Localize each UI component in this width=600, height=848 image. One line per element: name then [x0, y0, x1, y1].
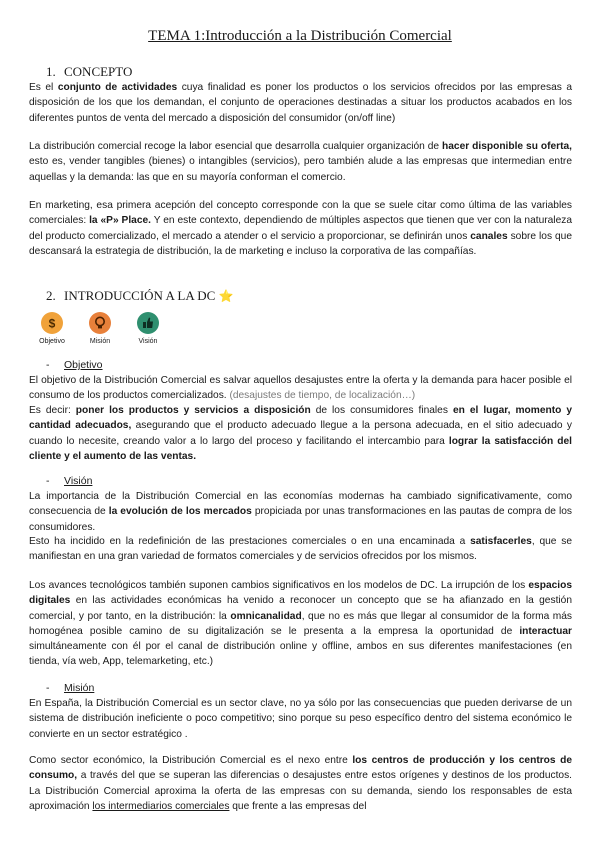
paragraph-mision-2: Como sector económico, la Distribución Comercial es el nexo entre los centros de producción y los centros de consumo, a través del que se superan las diferencias o desajustes entre estos orígenes y destinos de los productos. La Distribución Comercial aproxima la oferta de las empresas con su demanda, siendo los responsables de esta aproximación los intermediarios comerciales que frente a las empresas del	[29, 755, 572, 812]
icon-label: Objetivo	[39, 338, 65, 345]
dollar-icon	[41, 312, 63, 334]
document-title: TEMA 1:Introducción a la Distribución Comercial	[148, 28, 452, 44]
paragraph-objetivo-1: El objetivo de la Distribución Comercial es salvar aquellos desajustes entre la oferta y la demanda para hacer posible el consumo de los productos comercializados. (desajustes de tiempo, de localización…)	[29, 375, 572, 402]
paragraph-vision-3: Los avances tecnológicos también suponen cambios significativos en los modelos de DC. La irrupción de los espacios digitales en las actividades económicas ha venido a reconocer un concepto que se ha afianzado en la gestión comercial, y por tanto, en la distribución: la omnicanalidad, que no es más que llegar al consumidor de la forma más homogénea posible camino de su digitalización se le presenta a la empresa la oportunidad de interactuar simultáneamente con él por el canal de distribución online y offline, ambos en sus diferentes manifestaciones (en tienda, vía web, App, telemarketing, etc.)	[29, 580, 573, 668]
paragraph-concepto-3: En marketing, esa primera acepción del concepto corresponde con la que se suele citar como última de las variables comerciales: la «P» Place. Y en este contexto, dependiendo de múltiples aspectos que tienen que ver con la naturaleza del producto comercializado, el mercado a atender o el servicio a proporcionar, se definirán unos canales sobre los que descansará la estrategia de distribución, la de marketing e incluso la corporativa de las compañías.	[29, 200, 572, 257]
lightbulb-icon	[89, 312, 111, 334]
paragraph-mision-1: En España, la Distribución Comercial es un sector clave, no ya sólo por las consecuencias que pueden derivarse de un sistema de distribución ineficiente o poco competitivo; sino porque su peso específico dentro del sistema económico le convierte en un sector estratégico .	[29, 698, 572, 740]
section-number: 1.	[46, 64, 56, 79]
paragraph-vision-1: La importancia de la Distribución Comercial en las economías modernas ha cambiado significativamente, como consecuencia de la evolución de los mercados propiciada por unas transformaciones en las pautas de compra de los consumidores.	[29, 491, 572, 533]
subsection-label: Misión	[64, 682, 95, 694]
svg-text:$: $	[48, 316, 56, 331]
thumbs-up-icon	[137, 312, 159, 334]
star-icon: ⭐	[218, 289, 234, 303]
icon-row	[36, 312, 176, 352]
subsection-vision: - Visión	[46, 475, 93, 487]
paragraph-concepto-2: La distribución comercial recoge la labor esencial que desarrolla cualquier organización de hacer disponible su oferta, esto es, vender tangibles (bienes) o intangibles (servicios), pero también alude a las empresas que intermedian entre aquellas y la demanda: las que en su mayoría conforman el comercio.	[29, 141, 572, 183]
paragraph-objetivo-2: Es decir: poner los productos y servicios a disposición de los consumidores finales en el lugar, momento y cantidad adecuados, asegurando que el producto adecuado llegue a la persona adecuada, en el sitio adecuado y cuando lo necesite, creando valor a lo largo del proceso y facilitando el intercambio para lograr la satisfacción del cliente y el aumento de las ventas.	[29, 405, 572, 462]
objetivo-icon-block	[36, 312, 68, 345]
section-heading-introduccion	[46, 288, 234, 304]
subsection-label: Visión	[64, 475, 93, 487]
subsection-label: Objetivo	[64, 359, 103, 371]
mision-icon-block	[84, 312, 116, 345]
subsection-objetivo: - Objetivo	[46, 359, 103, 371]
paragraph-concepto-1: Es el conjunto de actividades cuya finalidad es poner los productos o los servicios ofrecidos por las empresas a disposición de los que los demandan, el conjunto de operaciones destinadas a situar los productos acabados en los diferentes puntos de venta del mercado a disposición del consumidor (on/off line)	[29, 82, 572, 124]
paragraph-vision-2: Esto ha incidido en la redefinición de las prestaciones comerciales o en una encaminada a satisfacerles, que se manifiestan en una gran variedad de formatos comerciales y de servicios ofrecidos por los mismos.	[29, 536, 573, 563]
section-title: CONCEPTO	[64, 64, 133, 79]
vision-icon-block	[132, 312, 164, 345]
section-heading-concepto	[46, 64, 132, 80]
icon-label: Visión	[138, 338, 158, 345]
section-title: INTRODUCCIÓN A LA DC	[64, 288, 216, 303]
section-number: 2.	[46, 288, 56, 303]
subsection-mision: - Misión	[46, 682, 95, 694]
icon-label: Misión	[89, 338, 111, 345]
